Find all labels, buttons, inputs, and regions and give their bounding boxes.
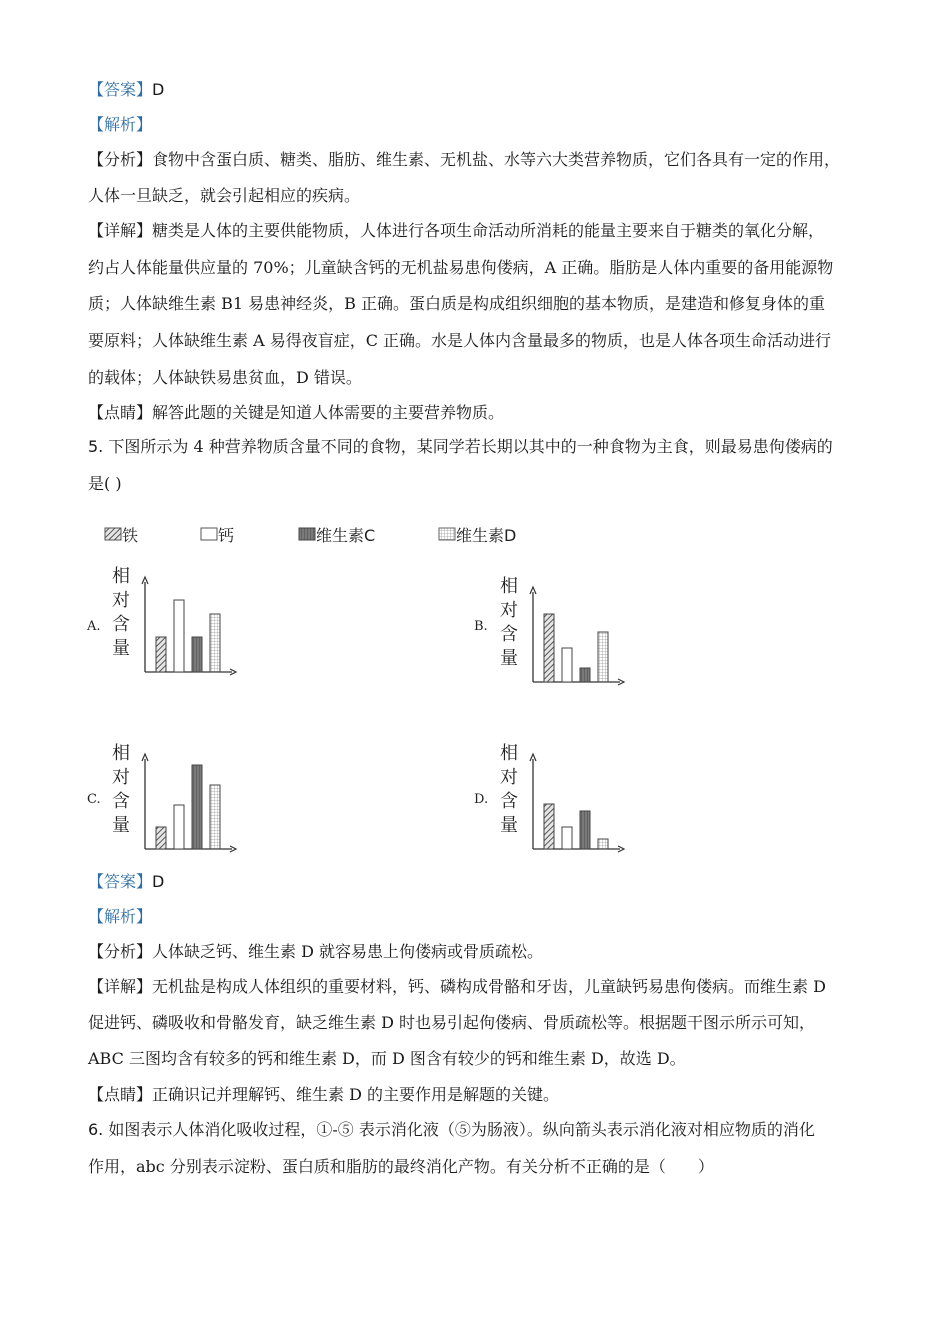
bar-grid	[598, 839, 608, 849]
y-axis-char: 量	[112, 815, 130, 836]
dianjing-text: 解答此题的关键是知道人体需要的主要营养物质。	[152, 403, 505, 422]
analysis-tag: 【解析】	[88, 907, 153, 926]
y-axis-char: 含	[500, 791, 518, 812]
q5-xiangjie-line-1	[88, 976, 880, 998]
y-axis-char: 含	[112, 791, 130, 812]
legend-swatch-blank	[200, 527, 218, 541]
q5-analysis-tag	[88, 906, 880, 928]
bar-dark	[192, 637, 202, 672]
option-c-chart[interactable]	[112, 737, 312, 862]
fenxi-text: 食物中含蛋白质、糖类、脂肪、维生素、无机盐、水等六大类营养物质，它们各具有一定的作用，	[152, 150, 841, 169]
bar-dark	[192, 765, 202, 849]
q6-stem-line-1	[88, 1119, 880, 1141]
bar-blank	[562, 648, 572, 682]
y-axis-char: 相	[500, 576, 518, 597]
q5-xiangjie-line-2: 促进钙、磷吸收和骨骼发育，缺乏维生素 D 时也易引起佝偻病、骨质疏松等。根据题干图示所示可知，	[88, 1013, 816, 1032]
y-axis-char: 相	[112, 566, 130, 587]
option-b-label[interactable]: B.	[474, 619, 488, 634]
bar-grid	[210, 614, 220, 672]
q5-dianjing-line	[88, 1084, 880, 1106]
option-c-label[interactable]: C.	[87, 792, 101, 807]
bar-dark	[580, 811, 590, 849]
q4-fenxi-line-1	[88, 149, 880, 171]
q5-fenxi-line	[88, 941, 880, 963]
legend-item-vitamin-c	[298, 520, 375, 548]
option-d-chart[interactable]	[500, 737, 700, 862]
question-stem: 如图表示人体消化吸收过程，①-⑤ 表示消化液（⑤为肠液）。纵向箭头表示消化液对相应物质的消化	[108, 1120, 815, 1139]
y-axis-char: 相	[112, 743, 130, 764]
q4-dianjing-line	[88, 402, 880, 424]
bar-grid	[598, 632, 608, 682]
answer-tag: 【答案】	[88, 872, 153, 891]
legend-item-calcium	[200, 520, 234, 548]
q5-stem-line-1	[88, 436, 880, 458]
fenxi-text: 人体缺乏钙、维生素 D 就容易患上佝偻病或骨质疏松。	[152, 942, 544, 961]
answer-tag: 【答案】	[88, 80, 153, 99]
y-axis-char: 对	[500, 767, 518, 788]
legend-item-vitamin-d	[438, 520, 516, 548]
q5-answer-line	[88, 871, 880, 893]
fenxi-tag: 【分析】	[88, 150, 153, 169]
q5-xiangjie-line-3: ABC 三图均含有较多的钙和维生素 D，而 D 图含有较少的钙和维生素 D，故选 D。	[88, 1049, 686, 1068]
y-axis-char: 相	[500, 743, 518, 764]
dianjing-tag: 【点睛】	[88, 1085, 153, 1104]
bar-hatch	[544, 614, 554, 682]
q4-xiangjie-line-3: 质；人体缺维生素 B1 易患神经炎，B 正确。蛋白质是构成组织细胞的基本物质，是建造和修复身体的重	[88, 294, 825, 313]
question-number: 5.	[88, 437, 104, 456]
q5-stem-line-2: 是( )	[88, 474, 122, 493]
question-stem: 下图所示为 4 种营养物质含量不同的食物，某同学若长期以其中的一种食物为主食，则最易患佝偻病的	[108, 437, 833, 456]
y-axis-char: 含	[500, 624, 518, 645]
q4-xiangjie-line-4: 要原料；人体缺维生素 A 易得夜盲症，C 正确。水是人体内含量最多的物质，也是人体各项生命活动进行	[88, 331, 832, 350]
y-axis-char: 对	[500, 600, 518, 621]
analysis-tag: 【解析】	[88, 115, 153, 134]
q4-xiangjie-line-2: 约占人体能量供应量的 70%；儿童缺含钙的无机盐易患佝偻病，A 正确。脂肪是人体内重要的备用能源物	[88, 258, 834, 277]
legend-item-iron	[104, 520, 138, 548]
bar-blank	[174, 805, 184, 849]
bar-hatch	[544, 804, 554, 849]
bar-dark	[580, 668, 590, 682]
q4-xiangjie-line-5: 的载体；人体缺铁易患贫血，D 错误。	[88, 368, 362, 387]
legend-swatch-grid	[438, 527, 456, 541]
legend-label: 维生素C	[316, 525, 376, 545]
chart-legend	[104, 520, 564, 548]
question-number: 6.	[88, 1120, 104, 1139]
q4-xiangjie-line-1	[88, 220, 880, 242]
fenxi-tag: 【分析】	[88, 942, 153, 961]
y-axis-char: 对	[112, 590, 130, 611]
bar-grid	[210, 785, 220, 849]
bar-hatch	[156, 637, 166, 672]
answer-value: D	[152, 80, 165, 99]
legend-swatch-hatch	[104, 527, 122, 541]
q4-fenxi-line-2: 人体一旦缺乏，就会引起相应的疾病。	[88, 186, 361, 205]
y-axis-char: 含	[112, 614, 130, 635]
y-axis-char: 量	[112, 638, 130, 659]
option-a-chart[interactable]	[112, 560, 312, 685]
y-axis-char: 量	[500, 648, 518, 669]
bar-blank	[562, 827, 572, 849]
legend-label: 铁	[122, 525, 139, 545]
legend-label: 钙	[218, 525, 235, 545]
y-axis-char: 量	[500, 815, 518, 836]
xiangjie-tag: 【详解】	[88, 221, 153, 240]
answer-value: D	[152, 872, 165, 891]
legend-label: 维生素D	[456, 525, 517, 545]
xiangjie-text: 糖类是人体的主要供能物质，人体进行各项生命活动所消耗的能量主要来自于糖类的氧化分解，	[152, 221, 825, 240]
q4-answer-line	[88, 79, 880, 101]
xiangjie-tag: 【详解】	[88, 977, 153, 996]
y-axis-char: 对	[112, 767, 130, 788]
option-d-label[interactable]: D.	[474, 792, 489, 807]
dianjing-text: 正确识记并理解钙、维生素 D 的主要作用是解题的关键。	[152, 1085, 560, 1104]
option-a-label[interactable]: A.	[87, 619, 101, 634]
legend-swatch-dark	[298, 527, 316, 541]
dianjing-tag: 【点睛】	[88, 403, 153, 422]
option-b-chart[interactable]	[500, 570, 700, 695]
q6-stem-line-2: 作用，abc 分别表示淀粉、蛋白质和脂肪的最终消化产物。有关分析不正确的是（ ）	[88, 1157, 714, 1176]
xiangjie-text: 无机盐是构成人体组织的重要材料，钙、磷构成骨骼和牙齿，儿童缺钙易患佝偻病。而维生素 D	[152, 977, 826, 996]
q4-analysis-tag	[88, 114, 880, 136]
bar-blank	[174, 600, 184, 672]
bar-hatch	[156, 827, 166, 849]
